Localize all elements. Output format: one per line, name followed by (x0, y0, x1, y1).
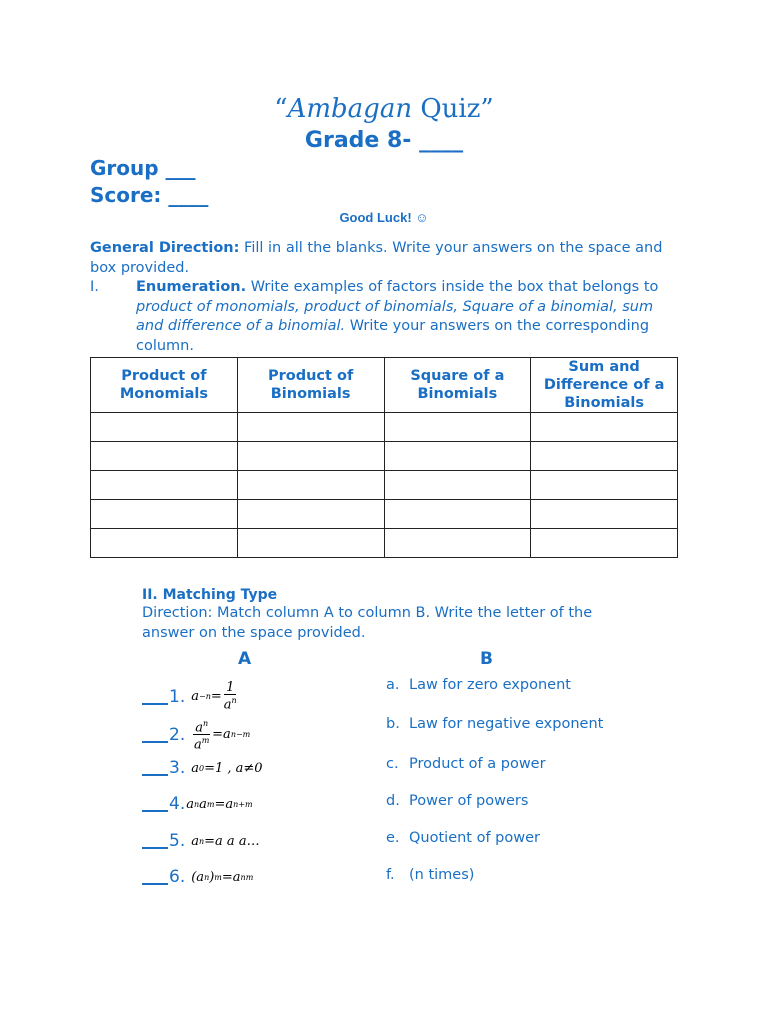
formula: a 0 =1 , a≠0 (191, 760, 263, 776)
good-luck: Good Luck! ☺ (339, 210, 429, 225)
answer-cell[interactable] (237, 471, 384, 500)
matching-item-4: 4. a n a m =a n+m (142, 794, 253, 814)
option-d: d. Power of powers (386, 793, 529, 809)
column-a-header: A (238, 649, 252, 669)
table-row (91, 500, 678, 529)
formula: a n =a a a… (191, 833, 260, 849)
table-row (91, 529, 678, 558)
answer-cell[interactable] (237, 442, 384, 471)
answer-cell[interactable] (531, 442, 678, 471)
table-row (91, 413, 678, 442)
formula: (a n ) m =a nm (191, 869, 254, 885)
answer-cell[interactable] (91, 413, 238, 442)
answer-cell[interactable] (91, 529, 238, 558)
matching-item-6: 6. (a n ) m =a nm (142, 867, 253, 887)
answer-cell[interactable] (91, 442, 238, 471)
table-header: Product of Binomials (237, 358, 384, 413)
answer-cell[interactable] (384, 471, 531, 500)
general-direction: General Direction: Fill in all the blanks. Write your answers on the space and box provided. (90, 240, 663, 276)
table-header: Product of Monomials (91, 358, 238, 413)
answer-cell[interactable] (91, 500, 238, 529)
option-b: b. Law for negative exponent (386, 716, 604, 732)
option-e: e. Quotient of power (386, 830, 540, 846)
answer-cell[interactable] (531, 413, 678, 442)
column-b-header: B (480, 649, 493, 669)
answer-cell[interactable] (91, 471, 238, 500)
answer-cell[interactable] (531, 500, 678, 529)
enumeration-direction: Enumeration. Write examples of factors inside the box that belongs to product of monomials, product of binomials, Square of a binomial, sum and difference of a binomial. Write your answers on the corresponding column. (136, 279, 659, 354)
answer-blank[interactable] (142, 869, 168, 885)
formula: $\frac{a^n}{a^m}$ =a n−m (194, 719, 251, 753)
answer-cell[interactable] (384, 529, 531, 558)
answer-cell[interactable] (531, 471, 678, 500)
answer-blank[interactable] (142, 727, 168, 743)
answer-blank[interactable] (142, 760, 168, 776)
option-a: a. Law for zero exponent (386, 677, 571, 693)
answer-cell[interactable] (237, 529, 384, 558)
answer-blank[interactable] (142, 796, 168, 812)
answer-cell[interactable] (384, 500, 531, 529)
formula: a −n = $\frac{1}{a^n}$ (191, 680, 237, 713)
quiz-title: “Ambagan Quiz” (274, 94, 494, 124)
matching-item-5: 5. a n =a a a… (142, 831, 260, 851)
option-f: f. (n times) (386, 867, 475, 883)
answer-cell[interactable] (384, 413, 531, 442)
matching-title: II. Matching Type (142, 587, 278, 603)
answer-cell[interactable] (237, 413, 384, 442)
grade-line: Grade 8- ____ (304, 128, 464, 153)
answer-cell[interactable] (237, 500, 384, 529)
table-row (91, 471, 678, 500)
enumeration-table (90, 357, 678, 558)
option-c: c. Product of a power (386, 756, 546, 772)
table-header: Square of a Binomials (384, 358, 531, 413)
formula: a n a m =a n+m (186, 796, 253, 812)
answer-blank[interactable] (142, 833, 168, 849)
answer-blank[interactable] (142, 689, 168, 705)
matching-item-3: 3. a 0 =1 , a≠0 (142, 758, 263, 778)
enumeration-number: I. (90, 279, 99, 295)
group-line: Group ___ (90, 156, 196, 180)
matching-item-2: 2. $\frac{a^n}{a^m}$ =a n−m (142, 718, 250, 752)
matching-item-1: 1. a −n = $\frac{1}{a^n}$ (142, 682, 239, 711)
answer-cell[interactable] (531, 529, 678, 558)
table-header: Sum and Difference of a Binomials (531, 358, 678, 413)
table-row (91, 442, 678, 471)
matching-direction: Direction: Match column A to column B. Write the letter of the answer on the space provided. (142, 605, 593, 641)
score-line: Score: ____ (90, 183, 209, 207)
answer-cell[interactable] (384, 442, 531, 471)
